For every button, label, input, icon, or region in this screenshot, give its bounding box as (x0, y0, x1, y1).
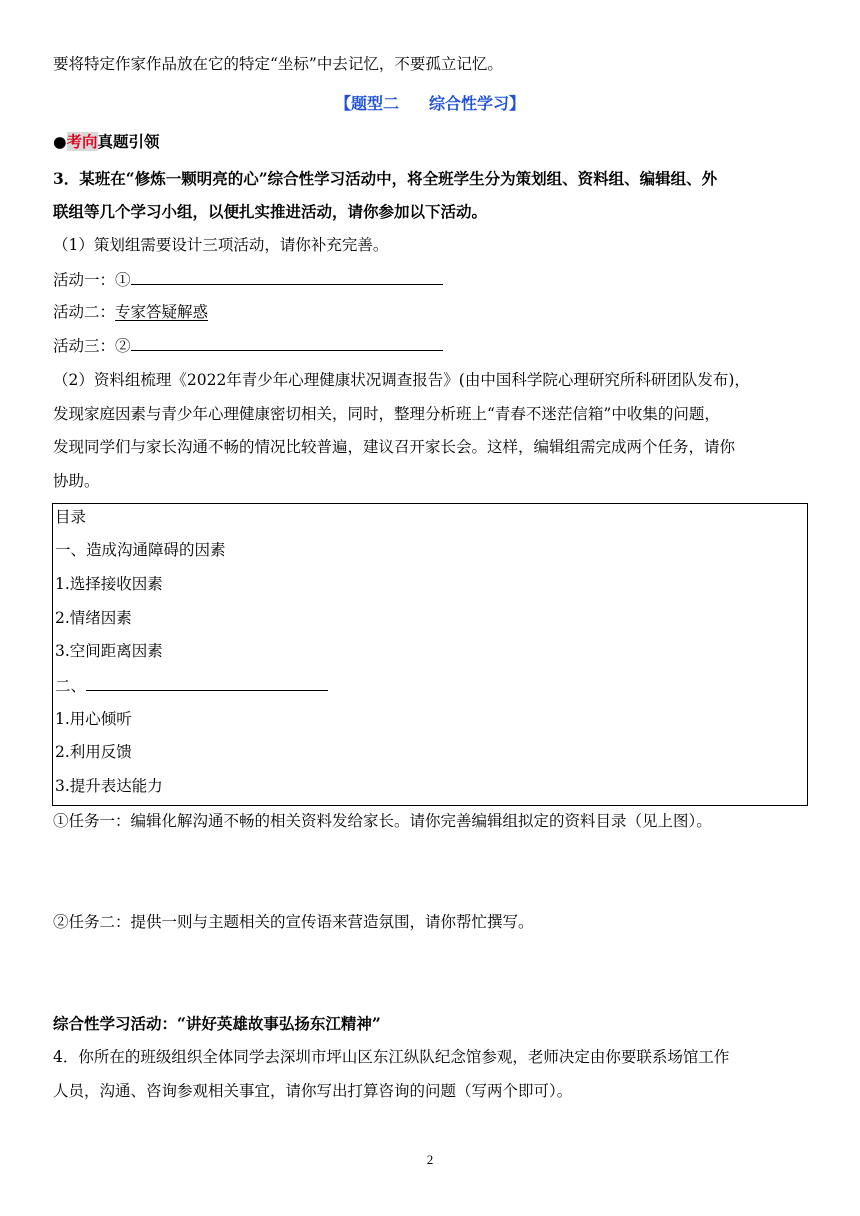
heading-close-bracket: 】 (509, 94, 526, 113)
toc-section1: 一、造成沟通障碍的因素 (55, 541, 226, 559)
activity3-label: 活动三：② (53, 337, 131, 355)
q4-line2: 人员，沟通、咨询参观相关事宜，请你写出打算咨询的问题（写两个即可）。 (53, 1082, 573, 1100)
guide-rest: 真题引领 (97, 132, 160, 151)
activity1-label: 活动一：① (53, 271, 131, 289)
q3-part2-line1: （2）资料组梳理《2022年青少年心理健康状况调查报告》(由中国科学院心理研究所科研团队发布)， (53, 371, 750, 389)
q3-part2-line4: 协助。 (53, 472, 100, 490)
intro-line: 要将特定作家作品放在它的特定“坐标”中去记忆，不要孤立记忆。 (53, 55, 503, 73)
q3-stem-line2: 联组等几个学习小组，以便扎实推进活动，请你参加以下活动。 (53, 202, 488, 221)
heading-right: 综合性学习 (429, 94, 510, 113)
guide-highlight: 考向 (66, 132, 98, 151)
toc-item: 1.选择接收因素 (55, 575, 163, 593)
section-heading (0, 93, 860, 115)
toc-section2 (55, 674, 328, 697)
toc-title: 目录 (55, 508, 87, 526)
toc-item: 3.空间距离因素 (55, 642, 163, 660)
toc-item: 3.提升表达能力 (55, 777, 163, 795)
activity2-label: 活动二： (53, 303, 116, 321)
q3-stem-line1: 3．某班在“修炼一颗明亮的心”综合性学习活动中，将全班学生分为策划组、资料组、编辑组、外 (53, 169, 718, 188)
activity1-row (53, 268, 443, 291)
activity-title: 综合性学习活动：“讲好英雄故事弘扬东江精神” (53, 1014, 381, 1033)
bullet-icon: ● (53, 132, 67, 151)
activity3-blank[interactable] (131, 334, 443, 351)
heading-open-bracket: 【 (334, 94, 351, 113)
task2: ②任务二：提供一则与主题相关的宣传语来营造氛围，请你帮忙撰写。 (53, 913, 534, 931)
q3-part2-line2: 发现家庭因素与青少年心理健康密切相关，同时，整理分析班上“青春不迷茫信箱”中收集的问题， (53, 405, 720, 423)
task1: ①任务一：编辑化解沟通不畅的相关资料发给家长。请你完善编辑组拟定的资料目录（见上图）。 (53, 812, 712, 830)
q3-part1: （1）策划组需要设计三项活动，请你补充完善。 (53, 236, 389, 254)
q4-line1: 4．你所在的班级组织全体同学去深圳市坪山区东江纵队纪念馆参观，老师决定由你要联系场馆工作 (53, 1048, 730, 1066)
heading-left: 题型二 (350, 94, 399, 113)
activity1-blank[interactable] (131, 268, 443, 285)
toc-item: 2.利用反馈 (55, 743, 132, 761)
page-number: 2 (426, 1152, 434, 1167)
toc-section2-prefix: 二、 (55, 677, 87, 695)
activity2-row (53, 301, 208, 323)
activity2-value: 专家答疑解惑 (115, 303, 209, 321)
q3-part2-line3: 发现同学们与家长沟通不畅的情况比较普遍，建议召开家长会。这样，编辑组需完成两个任务，请你 (53, 438, 736, 456)
toc-item: 1.用心倾听 (55, 710, 132, 728)
toc-section2-blank[interactable] (86, 674, 328, 691)
activity3-row (53, 334, 443, 357)
guide-line (53, 131, 160, 153)
toc-item: 2.情绪因素 (55, 609, 132, 627)
toc-box (52, 503, 808, 806)
